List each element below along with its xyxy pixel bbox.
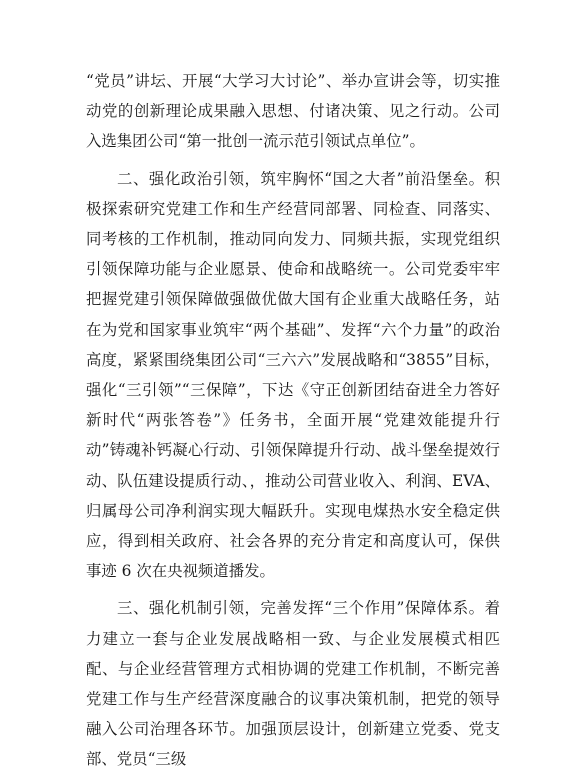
paragraph-continuation: “党员”讲坛、开展“大学习大讨论”、举办宣讲会等，切实推动党的创新理论成果融入思想、付诸决策、见之行动。公司入选集团公司“第一批创一流示范引领试点单位”。 xyxy=(86,72,500,151)
paragraph-section-two: 二、强化政治引领，筑牢胸怀“国之大者”前沿堡垒。积极探索研究党建工作和生产经营同部署、同检查、同落实、同考核的工作机制，推动同向发力、同频共振，实现党组织引领保障功能与企业愿景、使命和战略统一。公司党委牢牢把握党建引领保障做强做优做大国有企业重大战略任务，站在为党和国家事业筑牢“两个基础”、发挥“六个力量”的政治高度，紧紧围绕集团公司“三六六”发展战略和“3855”目标，强化“三引领”“三保障”，下达《守正创新团结奋进全力答好新时代“两张答卷”》任务书，全面开展“党建效能提升行动”铸魂补钙凝心行动、引领保障提升行动、战斗堡垒提效行动、队伍建设提质行动、，推动公司营业收入、利润、EVA、归属母公司净利润实现大幅跃升。实现电煤热水安全稳定供应，得到相关政府、社会各界的充分肯定和高度认可，保供事迹 6 次在央视频道播发。 xyxy=(86,169,500,581)
document-body xyxy=(86,66,500,782)
paragraph-section-three: 三、强化机制引领，完善发挥“三个作用”保障体系。着力建立一套与企业发展战略相一致、与企业发展模式相匹配、与企业经营管理方式相协调的党建工作机制，不断完善党建工作与生产经营深度融合的议事决策机制，把党的领导融入公司治理各环节。加强顶层设计，创新建立党委、党支部、党员“三级 xyxy=(86,599,500,769)
